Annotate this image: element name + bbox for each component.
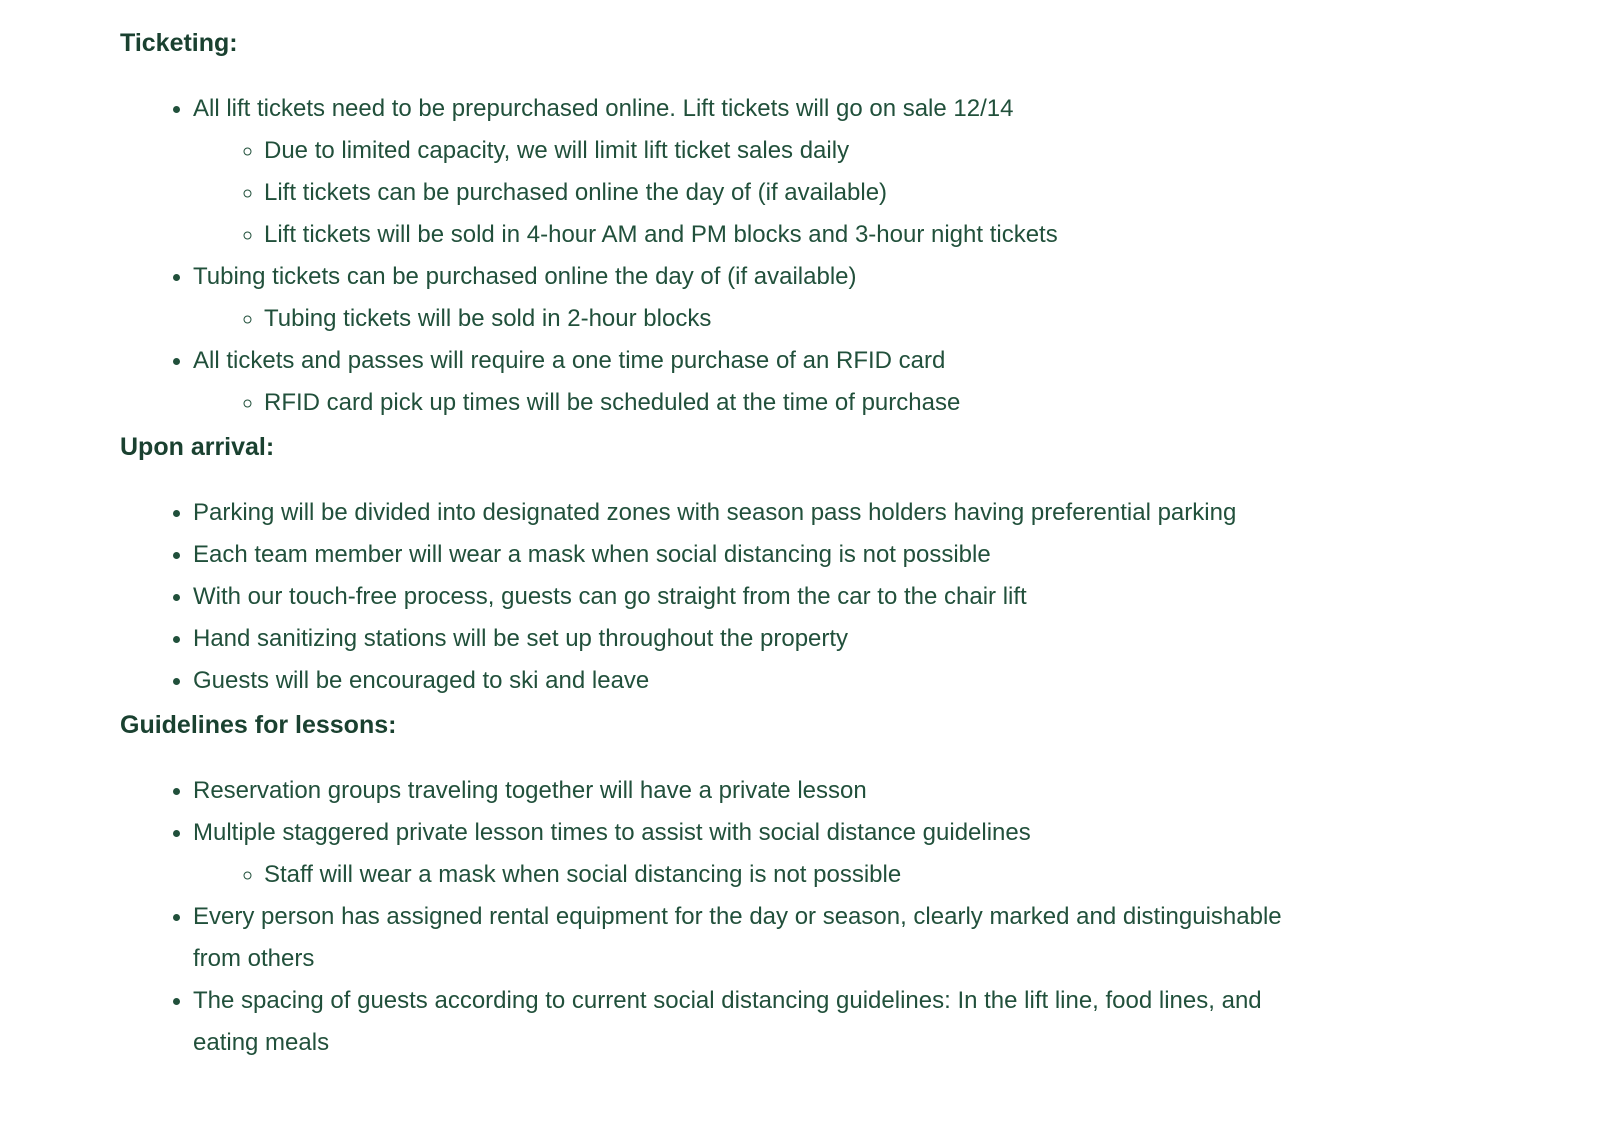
sub-list-item: ◦ Tubing tickets will be sold in 2-hour blocks [264, 298, 1310, 340]
sub-bullet-list [193, 854, 1310, 896]
section-heading: Guidelines for lessons: [120, 711, 397, 739]
list-item [193, 340, 1310, 424]
list-item-text: Each team member will wear a mask when social distancing is not possible [193, 541, 991, 568]
bullet-list [120, 770, 1310, 1064]
sub-list-item: ◦ RFID card pick up times will be scheduled at the time of purchase [264, 382, 1310, 424]
sub-bullet-list [193, 382, 1310, 424]
section-heading: Upon arrival: [120, 433, 275, 461]
list-item [193, 534, 1310, 576]
sub-list-item: ◦ Lift tickets can be purchased online the day of (if available) [264, 172, 1310, 214]
sub-list-item: ◦ Due to limited capacity, we will limit lift ticket sales daily [264, 130, 1310, 172]
list-item [193, 256, 1310, 340]
list-item [193, 770, 1310, 812]
document-section [120, 432, 1310, 702]
list-item-text: Reservation groups traveling together will have a private lesson [193, 777, 867, 804]
list-item-text: Every person has assigned rental equipment for the day or season, clearly marked and distinguishable from others [193, 903, 1282, 972]
list-item [193, 618, 1310, 660]
list-item [193, 492, 1310, 534]
list-item [193, 896, 1310, 980]
list-item-text: Hand sanitizing stations will be set up throughout the property [193, 625, 849, 652]
sub-list-item: ◦ Lift tickets will be sold in 4-hour AM and PM blocks and 3-hour night tickets [264, 214, 1310, 256]
list-item-text: All tickets and passes will require a one time purchase of an RFID card [193, 347, 946, 374]
list-item [193, 812, 1310, 896]
sub-bullet-list [193, 130, 1310, 256]
section-heading: Ticketing: [120, 29, 238, 57]
sub-list-item: ◦ Staff will wear a mask when social distancing is not possible [264, 854, 1310, 896]
list-item [193, 660, 1310, 702]
bullet-list [120, 88, 1310, 424]
list-item-text: All lift tickets need to be prepurchased online. Lift tickets will go on sale 12/14 [193, 95, 1014, 122]
list-item-text: The spacing of guests according to current social distancing guidelines: In the lift line, food lines, and eating meals [193, 987, 1262, 1056]
sub-bullet-list [193, 298, 1310, 340]
list-item-text: Multiple staggered private lesson times to assist with social distance guidelines [193, 819, 1031, 846]
list-item-text: Guests will be encouraged to ski and leave [193, 667, 650, 694]
document-section [120, 28, 1310, 424]
bullet-list [120, 492, 1310, 702]
document-section [120, 710, 1310, 1064]
list-item-text: Parking will be divided into designated zones with season pass holders having preferential parking [193, 499, 1237, 526]
list-item [193, 980, 1310, 1064]
list-item-text: Tubing tickets can be purchased online the day of (if available) [193, 263, 857, 290]
list-item [193, 88, 1310, 256]
list-item [193, 576, 1310, 618]
list-item-text: With our touch-free process, guests can go straight from the car to the chair lift [193, 583, 1027, 610]
